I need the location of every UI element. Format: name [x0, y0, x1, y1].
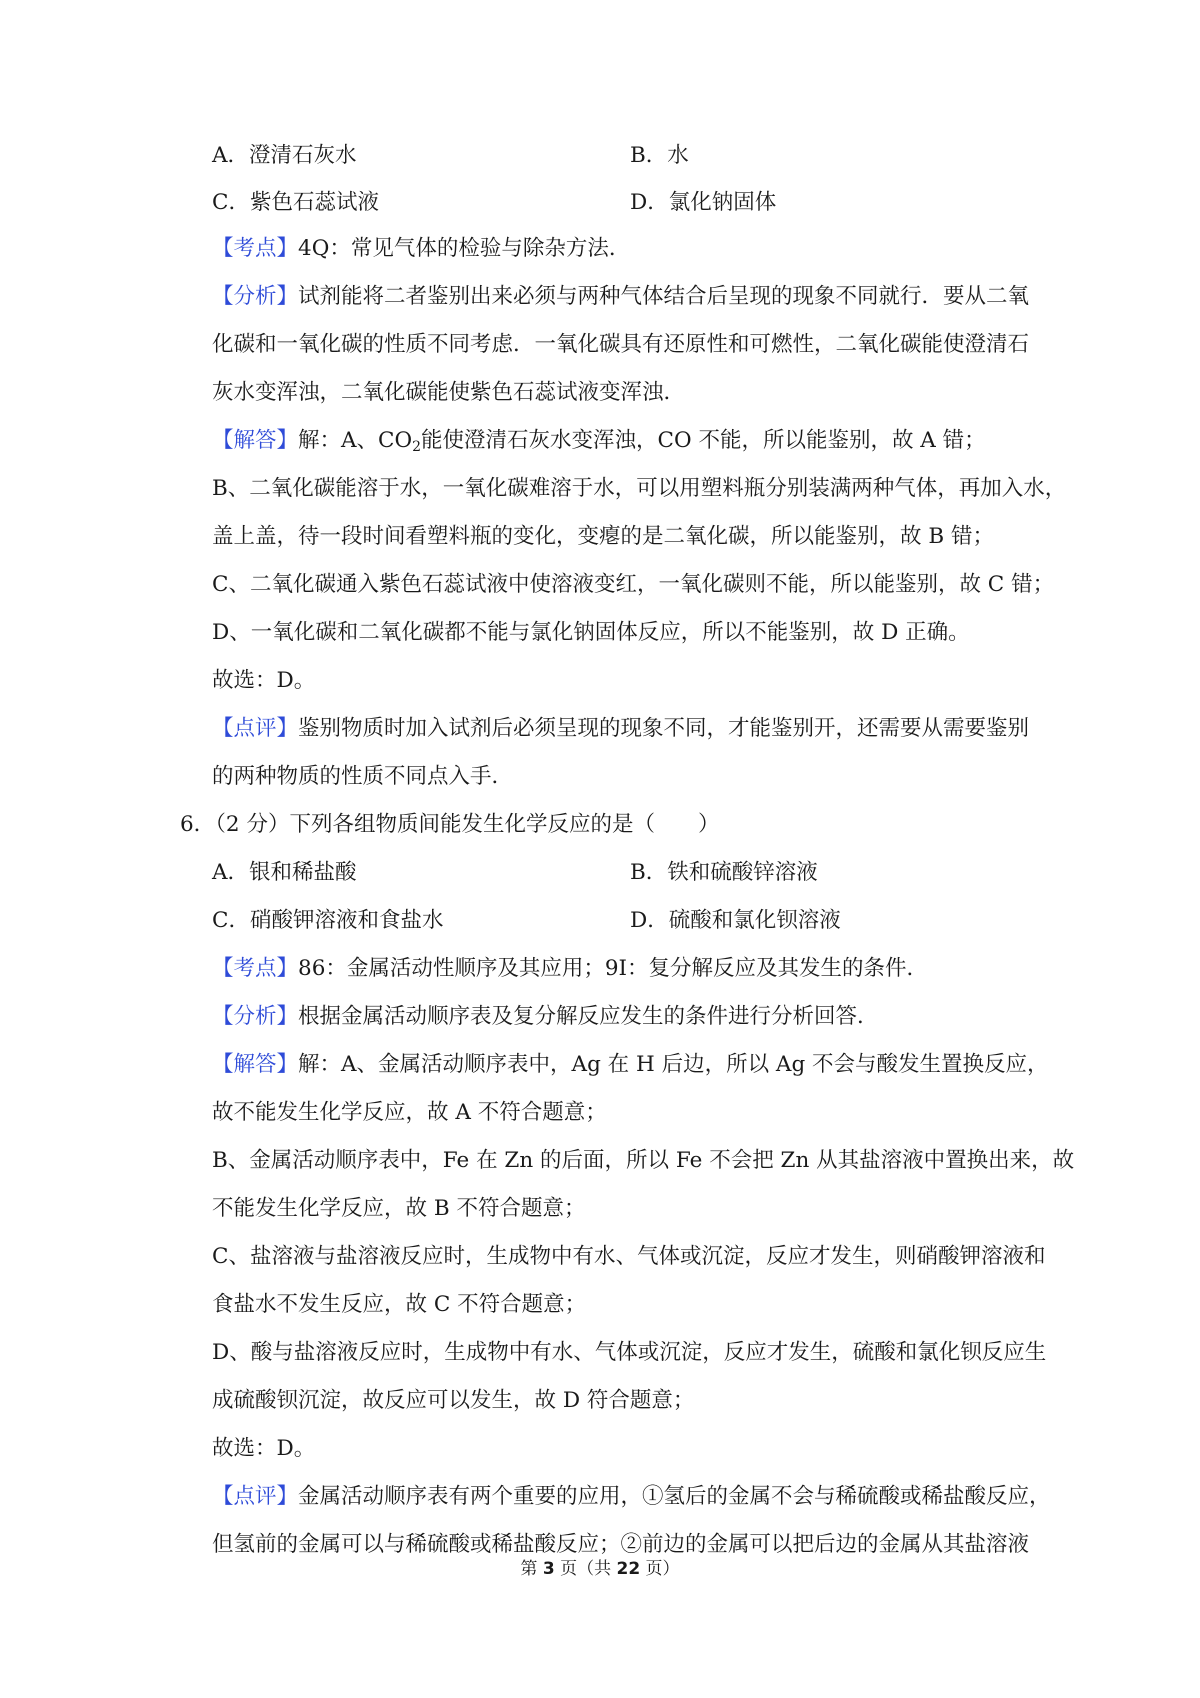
fenxi-tag: 【分析】: [212, 284, 299, 309]
kaodian-tag: 【考点】: [212, 236, 299, 261]
q5-option-b: B．水: [630, 143, 689, 168]
fenxi-text: 试剂能将二者鉴别出来必须与两种气体结合后呈现的现象不同就行．要从二氧: [298, 284, 1030, 309]
q5-fenxi-line-3: 灰水变浑浊，二氧化碳能使紫色石蕊试液变浑浊．: [212, 380, 686, 405]
jieda-text-post: 能使澄清石灰水变浑浊，CO 不能，所以能鉴别，故 A 错；: [421, 428, 986, 453]
q6-dianping-line-2: 但氢前的金属可以与稀硫酸或稀盐酸反应；②前边的金属可以把后边的金属从其盐溶液: [212, 1532, 1030, 1557]
q6-option-a: A．银和稀盐酸: [212, 860, 357, 885]
q6-jieda-line-4: 不能发生化学反应，故 B 不符合题意；: [212, 1196, 586, 1221]
footer-page-number: 3: [542, 1559, 555, 1579]
q6-jieda-line-8: 成硫酸钡沉淀，故反应可以发生，故 D 符合题意；: [212, 1388, 695, 1413]
q6-option-c: C．硝酸钾溶液和食盐水: [212, 908, 444, 933]
kaodian-tag: 【考点】: [212, 956, 299, 981]
jieda-text: 解：A、金属活动顺序表中，Ag 在 H 后边，所以 Ag 不会与酸发生置换反应，: [298, 1052, 1049, 1077]
dianping-text: 金属活动顺序表有两个重要的应用，①氢后的金属不会与稀硫酸或稀盐酸反应，: [298, 1484, 1051, 1509]
kaodian-text: 4Q：常见气体的检验与除杂方法．: [298, 236, 631, 261]
jieda-tag: 【解答】: [212, 1052, 299, 1077]
q5-option-d: D．氯化钠固体: [630, 190, 777, 215]
q5-jieda-line-2: B、二氧化碳能溶于水，一氧化碳难溶于水，可以用塑料瓶分别装满两种气体，再加入水，: [212, 476, 1067, 501]
q5-fenxi-line-2: 化碳和一氧化碳的性质不同考虑．一氧化碳具有还原性和可燃性，二氧化碳能使澄清石: [212, 332, 1030, 357]
jieda-tag: 【解答】: [212, 428, 299, 453]
q6-jieda-line-7: D、酸与盐溶液反应时，生成物中有水、气体或沉淀，反应才发生，硫酸和氯化钡反应生: [212, 1340, 1047, 1365]
dianping-text: 鉴别物质时加入试剂后必须呈现的现象不同，才能鉴别开，还需要从需要鉴别: [298, 716, 1030, 741]
q5-dianping-line-1: [212, 714, 1029, 744]
page-footer: [0, 1558, 1200, 1580]
q5-dianping-line-2: 的两种物质的性质不同点入手．: [212, 764, 514, 789]
q6-jieda-line-2: 故不能发生化学反应，故 A 不符合题意；: [212, 1100, 607, 1125]
q6-dianping-line-1: [212, 1482, 1051, 1512]
q6-answer: 故选：D。: [212, 1436, 316, 1461]
co2-subscript: 2: [412, 439, 422, 455]
q6-jieda-line-5: C、盐溶液与盐溶液反应时，生成物中有水、气体或沉淀，反应才发生，则硝酸钾溶液和: [212, 1244, 1046, 1269]
fenxi-text: 根据金属活动顺序表及复分解反应发生的条件进行分析回答．: [298, 1004, 879, 1029]
q6-fenxi: [212, 1002, 879, 1032]
q6-kaodian: [212, 954, 928, 984]
q6-stem: 6．（2 分）下列各组物质间能发生化学反应的是（ ）: [180, 812, 720, 837]
q5-jieda-line-4: C、二氧化碳通入紫色石蕊试液中使溶液变红，一氧化碳则不能，所以能鉴别，故 C 错；: [212, 572, 1055, 597]
q5-answer: 故选：D。: [212, 668, 316, 693]
footer-total-pages: 22: [616, 1559, 641, 1579]
jieda-text-pre: 解：A、CO: [298, 428, 413, 453]
q5-option-a: A．澄清石灰水: [212, 143, 357, 168]
kaodian-text: 86：金属活动性顺序及其应用；9I：复分解反应及其发生的条件．: [298, 956, 929, 981]
q6-option-b: B．铁和硫酸锌溶液: [630, 860, 818, 885]
q6-option-d: D．硫酸和氯化钡溶液: [630, 908, 841, 933]
footer-post: 页）: [640, 1559, 680, 1579]
dianping-tag: 【点评】: [212, 1484, 299, 1509]
q5-option-c: C．紫色石蕊试液: [212, 190, 379, 215]
q5-jieda-line-5: D、一氧化碳和二氧化碳都不能与氯化钠固体反应，所以不能鉴别，故 D 正确。: [212, 620, 970, 645]
fenxi-tag: 【分析】: [212, 1004, 299, 1029]
q5-kaodian: [212, 234, 630, 264]
q5-jieda-line-3: 盖上盖，待一段时间看塑料瓶的变化，变瘪的是二氧化碳，所以能鉴别，故 B 错；: [212, 524, 994, 549]
footer-pre: 第: [520, 1559, 543, 1579]
q5-jieda-line-1: [212, 426, 986, 456]
q6-jieda-line-6: 食盐水不发生反应，故 C 不符合题意；: [212, 1292, 587, 1317]
q6-jieda-line-3: B、金属活动顺序表中，Fe 在 Zn 的后面，所以 Fe 不会把 Zn 从其盐溶液中置换出来，故: [212, 1148, 1075, 1173]
q6-jieda-line-1: [212, 1050, 1049, 1080]
footer-mid: 页（共: [554, 1559, 617, 1579]
q5-fenxi-line-1: [212, 282, 1029, 312]
dianping-tag: 【点评】: [212, 716, 299, 741]
